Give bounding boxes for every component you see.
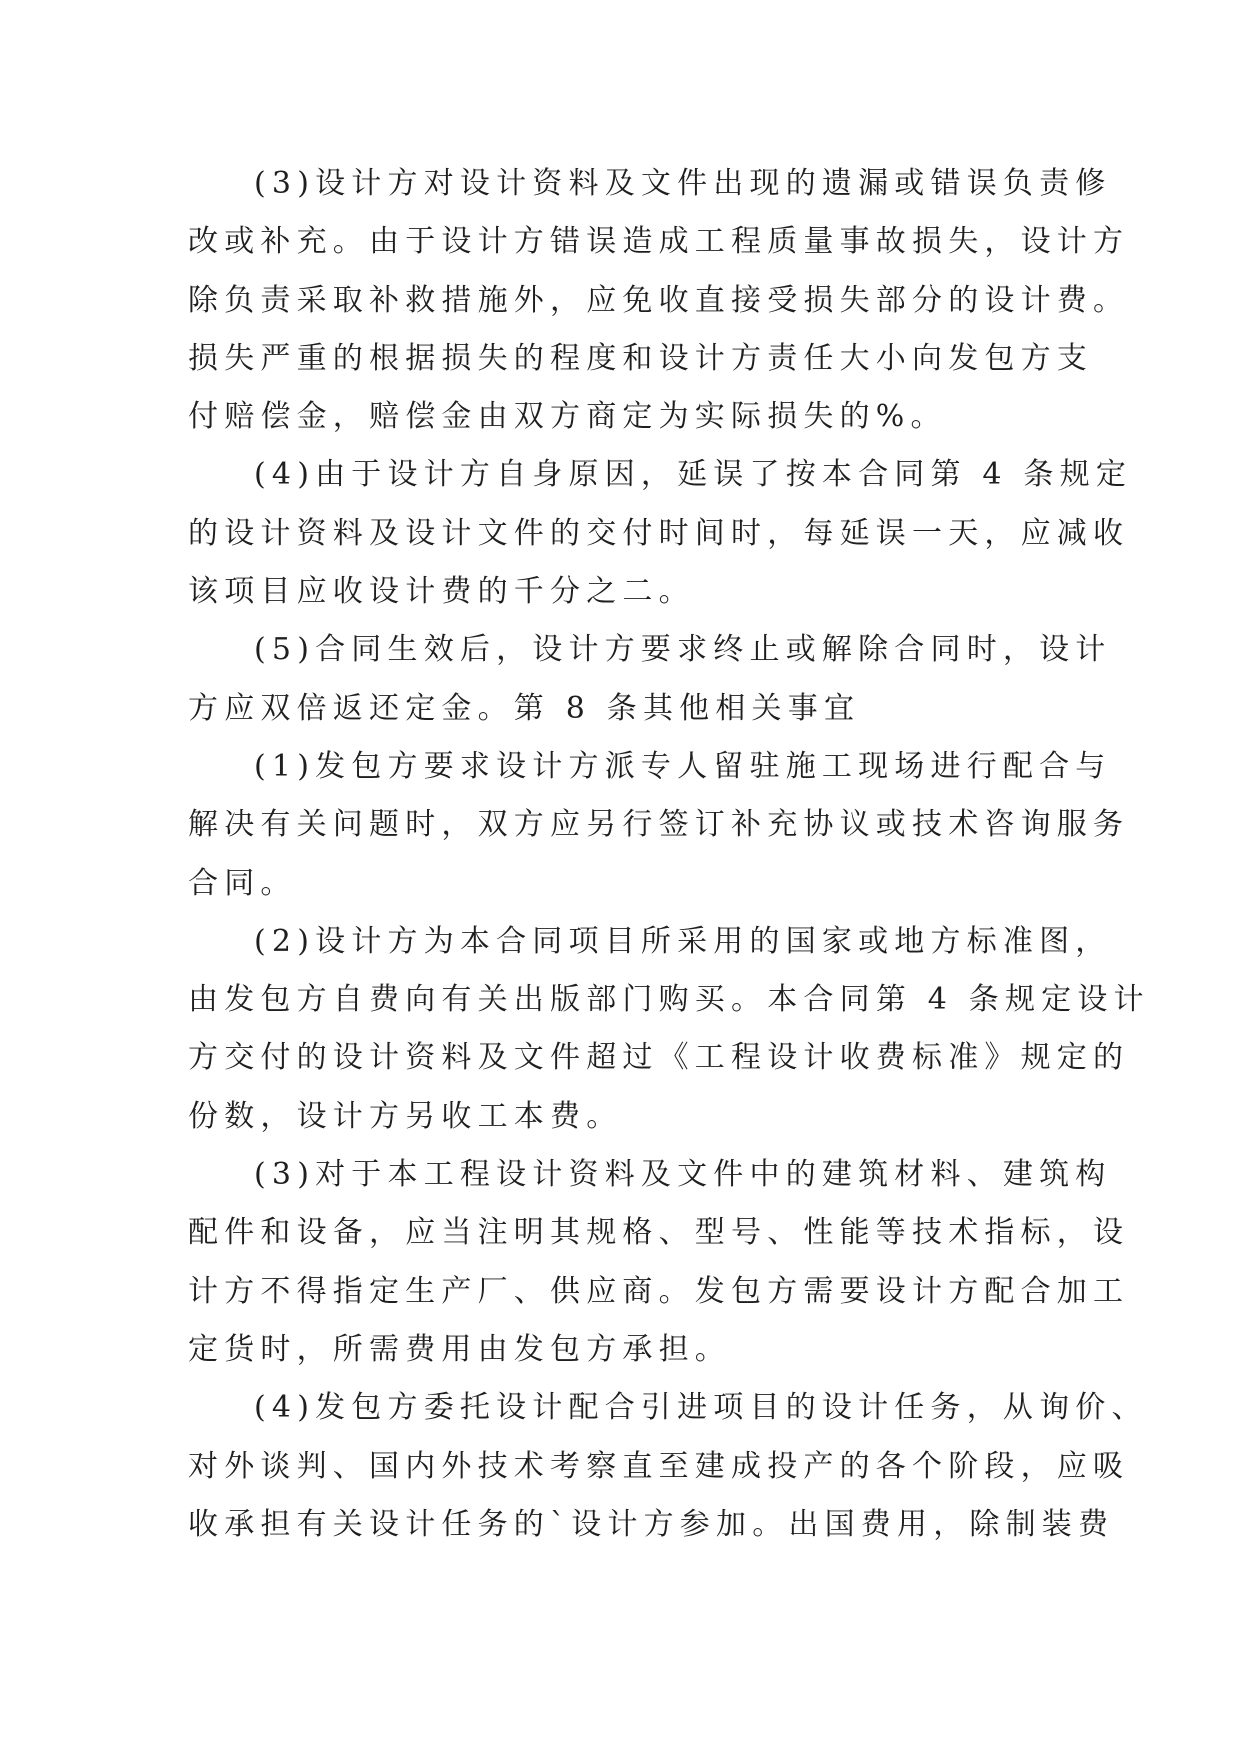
paragraph-line: (5)合同生效后，设计方要求终止或解除合同时，设计 — [254, 632, 1112, 668]
paragraph-line: 计方不得指定生产厂、供应商。发包方需要设计方配合加工 — [188, 1273, 1130, 1309]
paragraph-line: (3)设计方对设计资料及文件出现的遗漏或错误负责修 — [254, 166, 1112, 201]
paragraph-line: 份数，设计方另收工本费。 — [188, 1098, 623, 1134]
paragraph-line: 对外谈判、国内外技术考察直至建成投产的各个阶段，应吸 — [188, 1448, 1130, 1484]
paragraph-line: 方交付的设计资料及文件超过《工程设计收费标准》规定的 — [188, 1040, 1130, 1076]
paragraph-line: (2)设计方为本合同项目所采用的国家或地方标准图， — [254, 923, 1112, 959]
paragraph-line: 方应双倍返还定金。第 8 条其他相关事宜 — [188, 690, 861, 726]
paragraph-line: 该项目应收设计费的千分之二。 — [188, 574, 695, 610]
paragraph-line: (4)发包方委托设计配合引进项目的设计任务，从询价、 — [254, 1390, 1148, 1426]
paragraph-line: 收承担有关设计任务的`设计方参加。出国费用，除制装费 — [188, 1506, 1115, 1542]
paragraph-line: 除负责采取补救措施外，应免收直接受损失部分的设计费。 — [188, 282, 1130, 318]
paragraph-line: 损失严重的根据损失的程度和设计方责任大小向发包方支 — [188, 340, 1093, 376]
paragraph-line: (4)由于设计方自身原因，延误了按本合同第 4 条规定 — [254, 457, 1133, 493]
paragraph-line: 付赔偿金，赔偿金由双方商定为实际损失的%。 — [188, 399, 947, 435]
paragraph-line: 改或补充。由于设计方错误造成工程质量事故损失，设计方 — [188, 224, 1130, 260]
paragraph-line: 的设计资料及设计文件的交付时间时，每延误一天，应减收 — [188, 515, 1130, 551]
paragraph-line: 配件和设备，应当注明其规格、型号、性能等技术指标，设 — [188, 1215, 1130, 1251]
paragraph-line: (1)发包方要求设计方派专人留驻施工现场进行配合与 — [254, 748, 1112, 784]
paragraph-line: 定货时，所需费用由发包方承担。 — [188, 1331, 731, 1367]
paragraph-line: (3)对于本工程设计资料及文件中的建筑材料、建筑构 — [254, 1157, 1112, 1193]
document-body — [188, 155, 1150, 1554]
paragraph-line: 由发包方自费向有关出版部门购买。本合同第 4 条规定设计 — [188, 982, 1150, 1018]
paragraph-line: 合同。 — [188, 865, 297, 901]
paragraph-line: 解决有关问题时，双方应另行签订补充协议或技术咨询服务 — [188, 807, 1130, 843]
